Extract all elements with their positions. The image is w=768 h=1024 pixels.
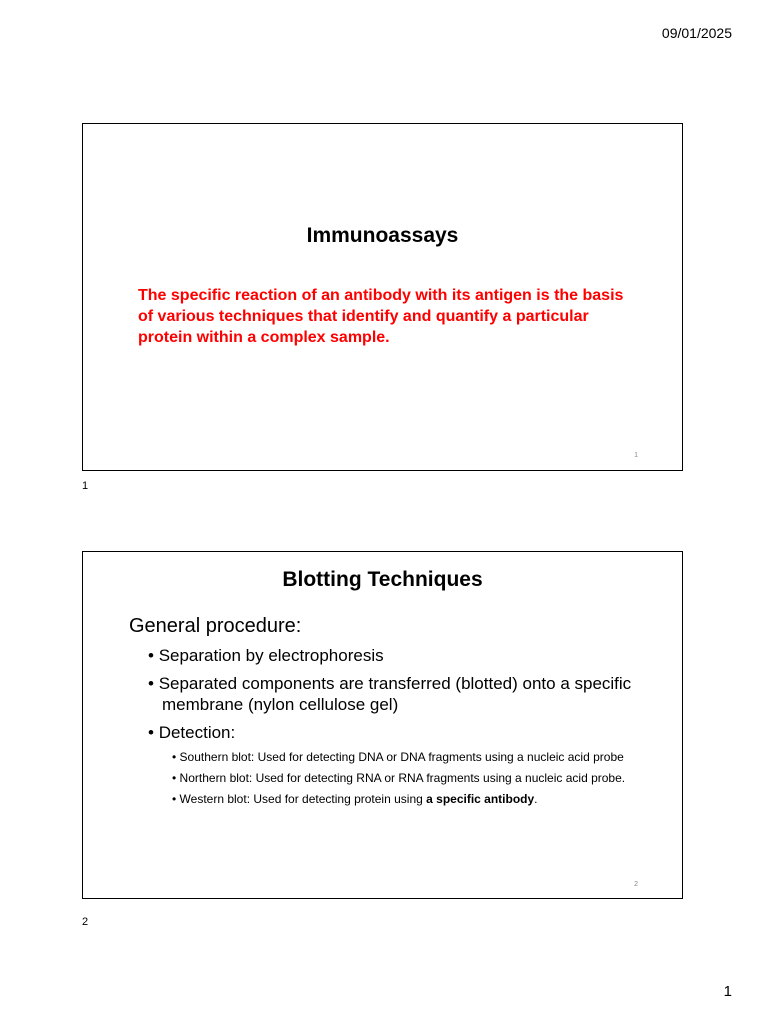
bullet-icon: •	[148, 674, 154, 693]
slide-1-body: The specific reaction of an antibody with its antigen is the basis of various techniques that identify and quantify a particular protein within a complex sample.	[138, 287, 624, 346]
bullet-icon: •	[172, 771, 177, 785]
western-end-text: .	[534, 792, 538, 806]
slide-2-title: Blotting Techniques	[282, 568, 483, 591]
bullet-text: Separation by electrophoresis	[158, 646, 384, 665]
page-number: 1	[723, 983, 732, 1000]
general-procedure-heading: General procedure:	[129, 615, 302, 637]
sub-bullet-item	[172, 771, 640, 786]
bullet-item	[148, 722, 649, 743]
document-date: 09/01/2025	[661, 25, 732, 41]
bullet-icon: •	[148, 646, 154, 665]
slide-1	[82, 123, 683, 471]
slide-2-page-label: 2	[82, 916, 89, 928]
bullet-text: Separated components are transferred (blotted) onto a specific membrane (nylon cellulose gel)	[158, 674, 632, 714]
slide-1-number: 1	[634, 452, 638, 459]
bullet-text: Detection:	[158, 723, 236, 742]
slide-2-content	[129, 615, 649, 813]
sub-bullet-text: Western blot: Used for detecting protein using	[179, 792, 427, 806]
slide-1-page-label: 1	[82, 480, 89, 492]
sub-bullet-text: Northern blot: Used for detecting RNA or RNA fragments using a nucleic acid probe.	[179, 771, 626, 785]
slide-2-number: 2	[634, 881, 638, 888]
bullet-icon: •	[172, 792, 177, 806]
bullet-icon: •	[148, 723, 154, 742]
bullet-item	[148, 673, 649, 715]
sub-bullet-item	[172, 750, 640, 765]
bullet-icon: •	[172, 750, 177, 764]
sub-bullet-text: Southern blot: Used for detecting DNA or DNA fragments using a nucleic acid probe	[179, 750, 624, 764]
slide-1-title: Immunoassays	[306, 224, 459, 247]
slide-2	[82, 551, 683, 899]
sub-bullet-item	[172, 792, 640, 807]
western-bold-text: a specific antibody	[426, 792, 535, 806]
bullet-item	[148, 645, 649, 666]
